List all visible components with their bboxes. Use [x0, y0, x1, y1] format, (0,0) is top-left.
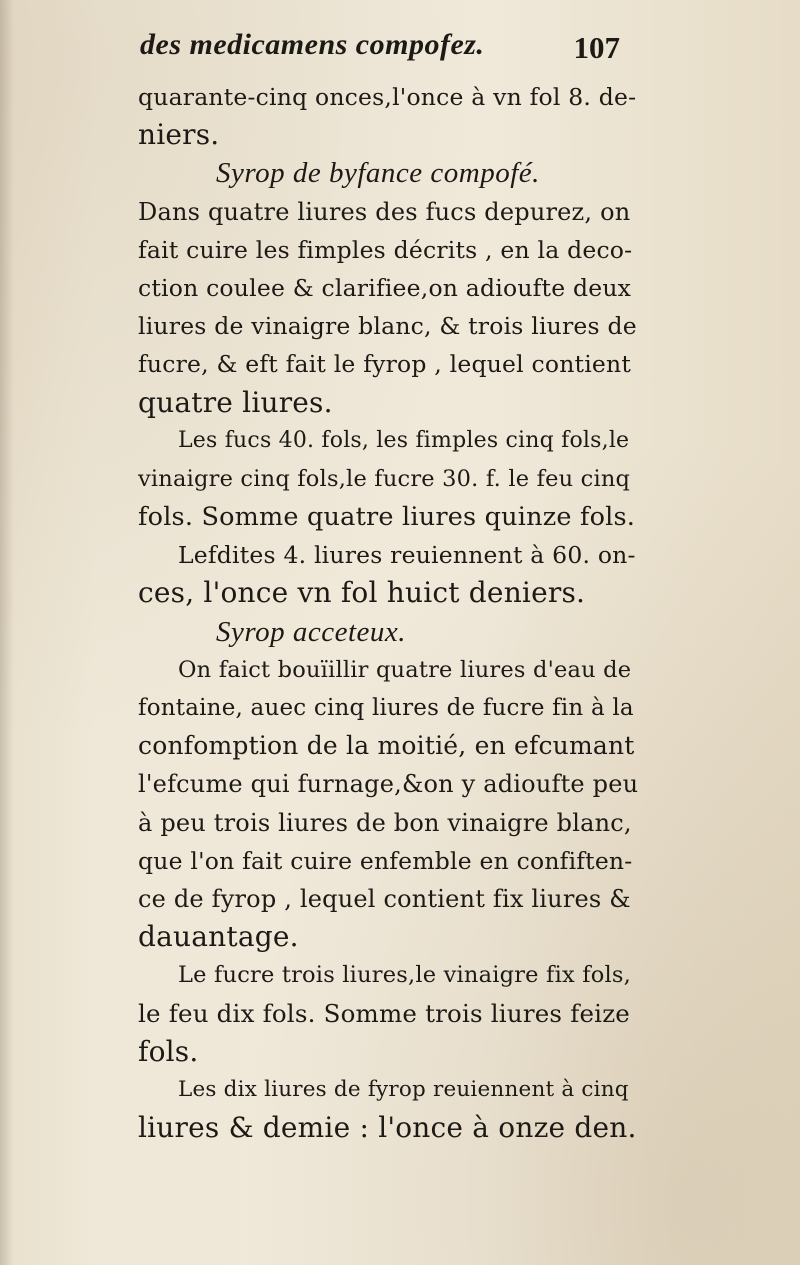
text-line: Les dix liures de fyrop reuiennent à cinq: [178, 1076, 629, 1102]
text-line: Lefdites 4. liures reuiennent à 60. on-: [178, 541, 636, 570]
text-line: ce de fyrop , lequel contient fix liures &: [138, 884, 631, 913]
text-line: Les fucs 40. fols, les fimples cinq fols,le: [178, 427, 630, 453]
text-line: Dans quatre liures des fucs depurez, on: [138, 197, 631, 226]
section-heading: Syrop acceteux.: [216, 615, 406, 648]
page-fold-shadow: [0, 0, 14, 1265]
text-line: liures & demie : l'once à onze den.: [138, 1111, 637, 1145]
text-line: On faict bouïillir quatre liures d'eau de: [178, 656, 632, 683]
text-line: fait cuire les fimples décrits , en la deco-: [138, 235, 633, 264]
text-line: que l'on fait cuire enfemble en confiften-: [138, 846, 633, 875]
text-line: Le fucre trois liures,le vinaigre fix fols,: [178, 962, 631, 989]
text-line: quarante-cinq onces,l'once à vn fol 8. de-: [138, 83, 637, 111]
text-line: quatre liures.: [138, 385, 333, 419]
text-line: vinaigre cinq fols,le fucre 30. f. le feu cinq: [138, 465, 631, 492]
text-line: le feu dix fols. Somme trois liures feize: [138, 998, 631, 1028]
text-line: dauantage.: [138, 920, 299, 954]
text-line: l'efcume qui furnage,&on y adioufte peu: [138, 770, 639, 799]
section-heading: Syrop de byfance compofé.: [216, 157, 540, 190]
text-line: fols. Somme quatre liures quinze fols.: [138, 502, 636, 533]
text-line: ction coulee & clarifiee,on adioufte deux: [138, 273, 632, 302]
running-head: des medicamens compofez.: [140, 28, 485, 61]
text-line: fols.: [138, 1034, 199, 1068]
text-line: confomption de la moitié, en efcumant: [138, 731, 635, 761]
text-line: liures de vinaigre blanc, & trois liures de: [138, 312, 637, 341]
text-line: niers.: [138, 118, 220, 152]
text-line: à peu trois liures de bon vinaigre blanc,: [138, 808, 632, 837]
text-line: ces, l'once vn fol huict deniers.: [138, 576, 586, 610]
page-header: [140, 28, 620, 78]
text-line: fontaine, auec cinq liures de fucre fin à la: [138, 695, 634, 721]
text-line: fucre, & eft fait le fyrop , lequel contient: [138, 350, 632, 379]
text-block: [138, 78, 638, 1147]
page-number: 107: [573, 30, 620, 65]
